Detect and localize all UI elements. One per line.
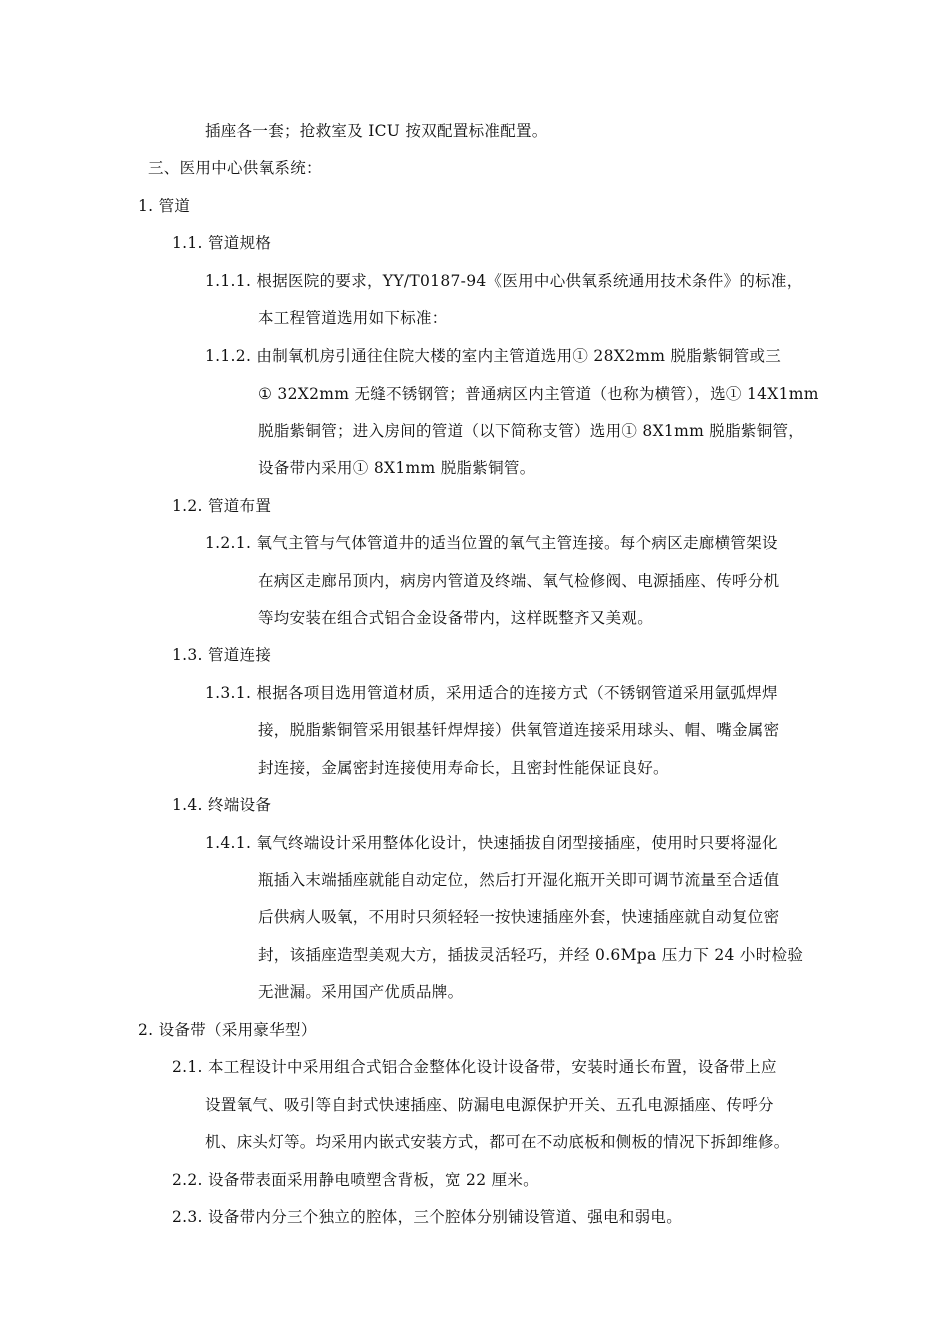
text-line: 封连接，金属密封连接使用寿命长，且密封性能保证良好。: [258, 759, 669, 777]
section-heading: 三、医用中心供氧系统：: [148, 159, 322, 177]
text-line: 设置氧气、吸引等自封式快速插座、防漏电电源保护开关、五孔电源插座、传呼分: [205, 1096, 774, 1114]
text-line: 1.1.2. 由制氧机房引通往住院大楼的室内主管道选用① 28X2mm 脱脂紫铜管或三: [205, 347, 782, 365]
text-line: 机、床头灯等。均采用内嵌式安装方式，都可在不动底板和侧板的情况下拆卸维修。: [205, 1133, 790, 1151]
text-line: 2.2. 设备带表面采用静电喷塑含背板，宽 22 厘米。: [172, 1171, 539, 1189]
text-line: 插座各一套；抢救室及 ICU 按双配置标准配置。: [205, 122, 548, 140]
text-line: 设备带内采用① 8X1mm 脱脂紫铜管。: [258, 459, 536, 477]
text-line: 2.1. 本工程设计中采用组合式铝合金整体化设计设备带，安装时通长布置，设备带上应: [172, 1058, 777, 1076]
text-line: 在病区走廊吊顶内，病房内管道及终端、氧气检修阀、电源插座、传呼分机: [258, 572, 780, 590]
text-line: 封，该插座造型美观大方，插拔灵活轻巧，并经 0.6Mpa 压力下 24 小时检验: [258, 946, 804, 964]
text-line: 无泄漏。采用国产优质品牌。: [258, 983, 464, 1001]
text-line: 2.3. 设备带内分三个独立的腔体，三个腔体分别铺设管道、强电和弱电。: [172, 1208, 683, 1226]
text-line: 后供病人吸氧，不用时只须轻轻一按快速插座外套，快速插座就自动复位密: [258, 908, 780, 926]
subitem-heading: 1.4. 终端设备: [172, 796, 272, 814]
subitem-heading: 1.1. 管道规格: [172, 234, 272, 252]
text-line: 1.1.1. 根据医院的要求，YY/T0187-94《医用中心供氧系统通用技术条件》的标准，: [205, 272, 803, 290]
item-heading: 1. 管道: [138, 197, 191, 215]
item-heading: 2. 设备带（采用豪华型）: [138, 1021, 317, 1039]
text-line: 接，脱脂紫铜管采用银基钎焊焊接）供氧管道连接采用球头、帽、嘴金属密: [258, 721, 780, 739]
text-line: 瓶插入末端插座就能自动定位，然后打开湿化瓶开关即可调节流量至合适值: [258, 871, 780, 889]
subitem-heading: 1.2. 管道布置: [172, 497, 272, 515]
text-line: 1.4.1. 氧气终端设计采用整体化设计，快速插拔自闭型接插座，使用时只要将湿化: [205, 834, 778, 852]
subitem-heading: 1.3. 管道连接: [172, 646, 272, 664]
text-line: 等均安装在组合式铝合金设备带内，这样既整齐又美观。: [258, 609, 654, 627]
text-line: 脱脂紫铜管；进入房间的管道（以下简称支管）选用① 8X1mm 脱脂紫铜管，: [258, 422, 805, 440]
text-line: 1.3.1. 根据各项目选用管道材质，采用适合的连接方式（不锈钢管道采用氩弧焊焊: [205, 684, 778, 702]
text-line: ① 32X2mm 无缝不锈钢管；普通病区内主管道（也称为横管），选① 14X1mm: [258, 385, 819, 403]
text-line: 1.2.1. 氧气主管与气体管道井的适当位置的氧气主管连接。每个病区走廊横管架设: [205, 534, 778, 552]
text-line: 本工程管道选用如下标准：: [258, 309, 448, 327]
